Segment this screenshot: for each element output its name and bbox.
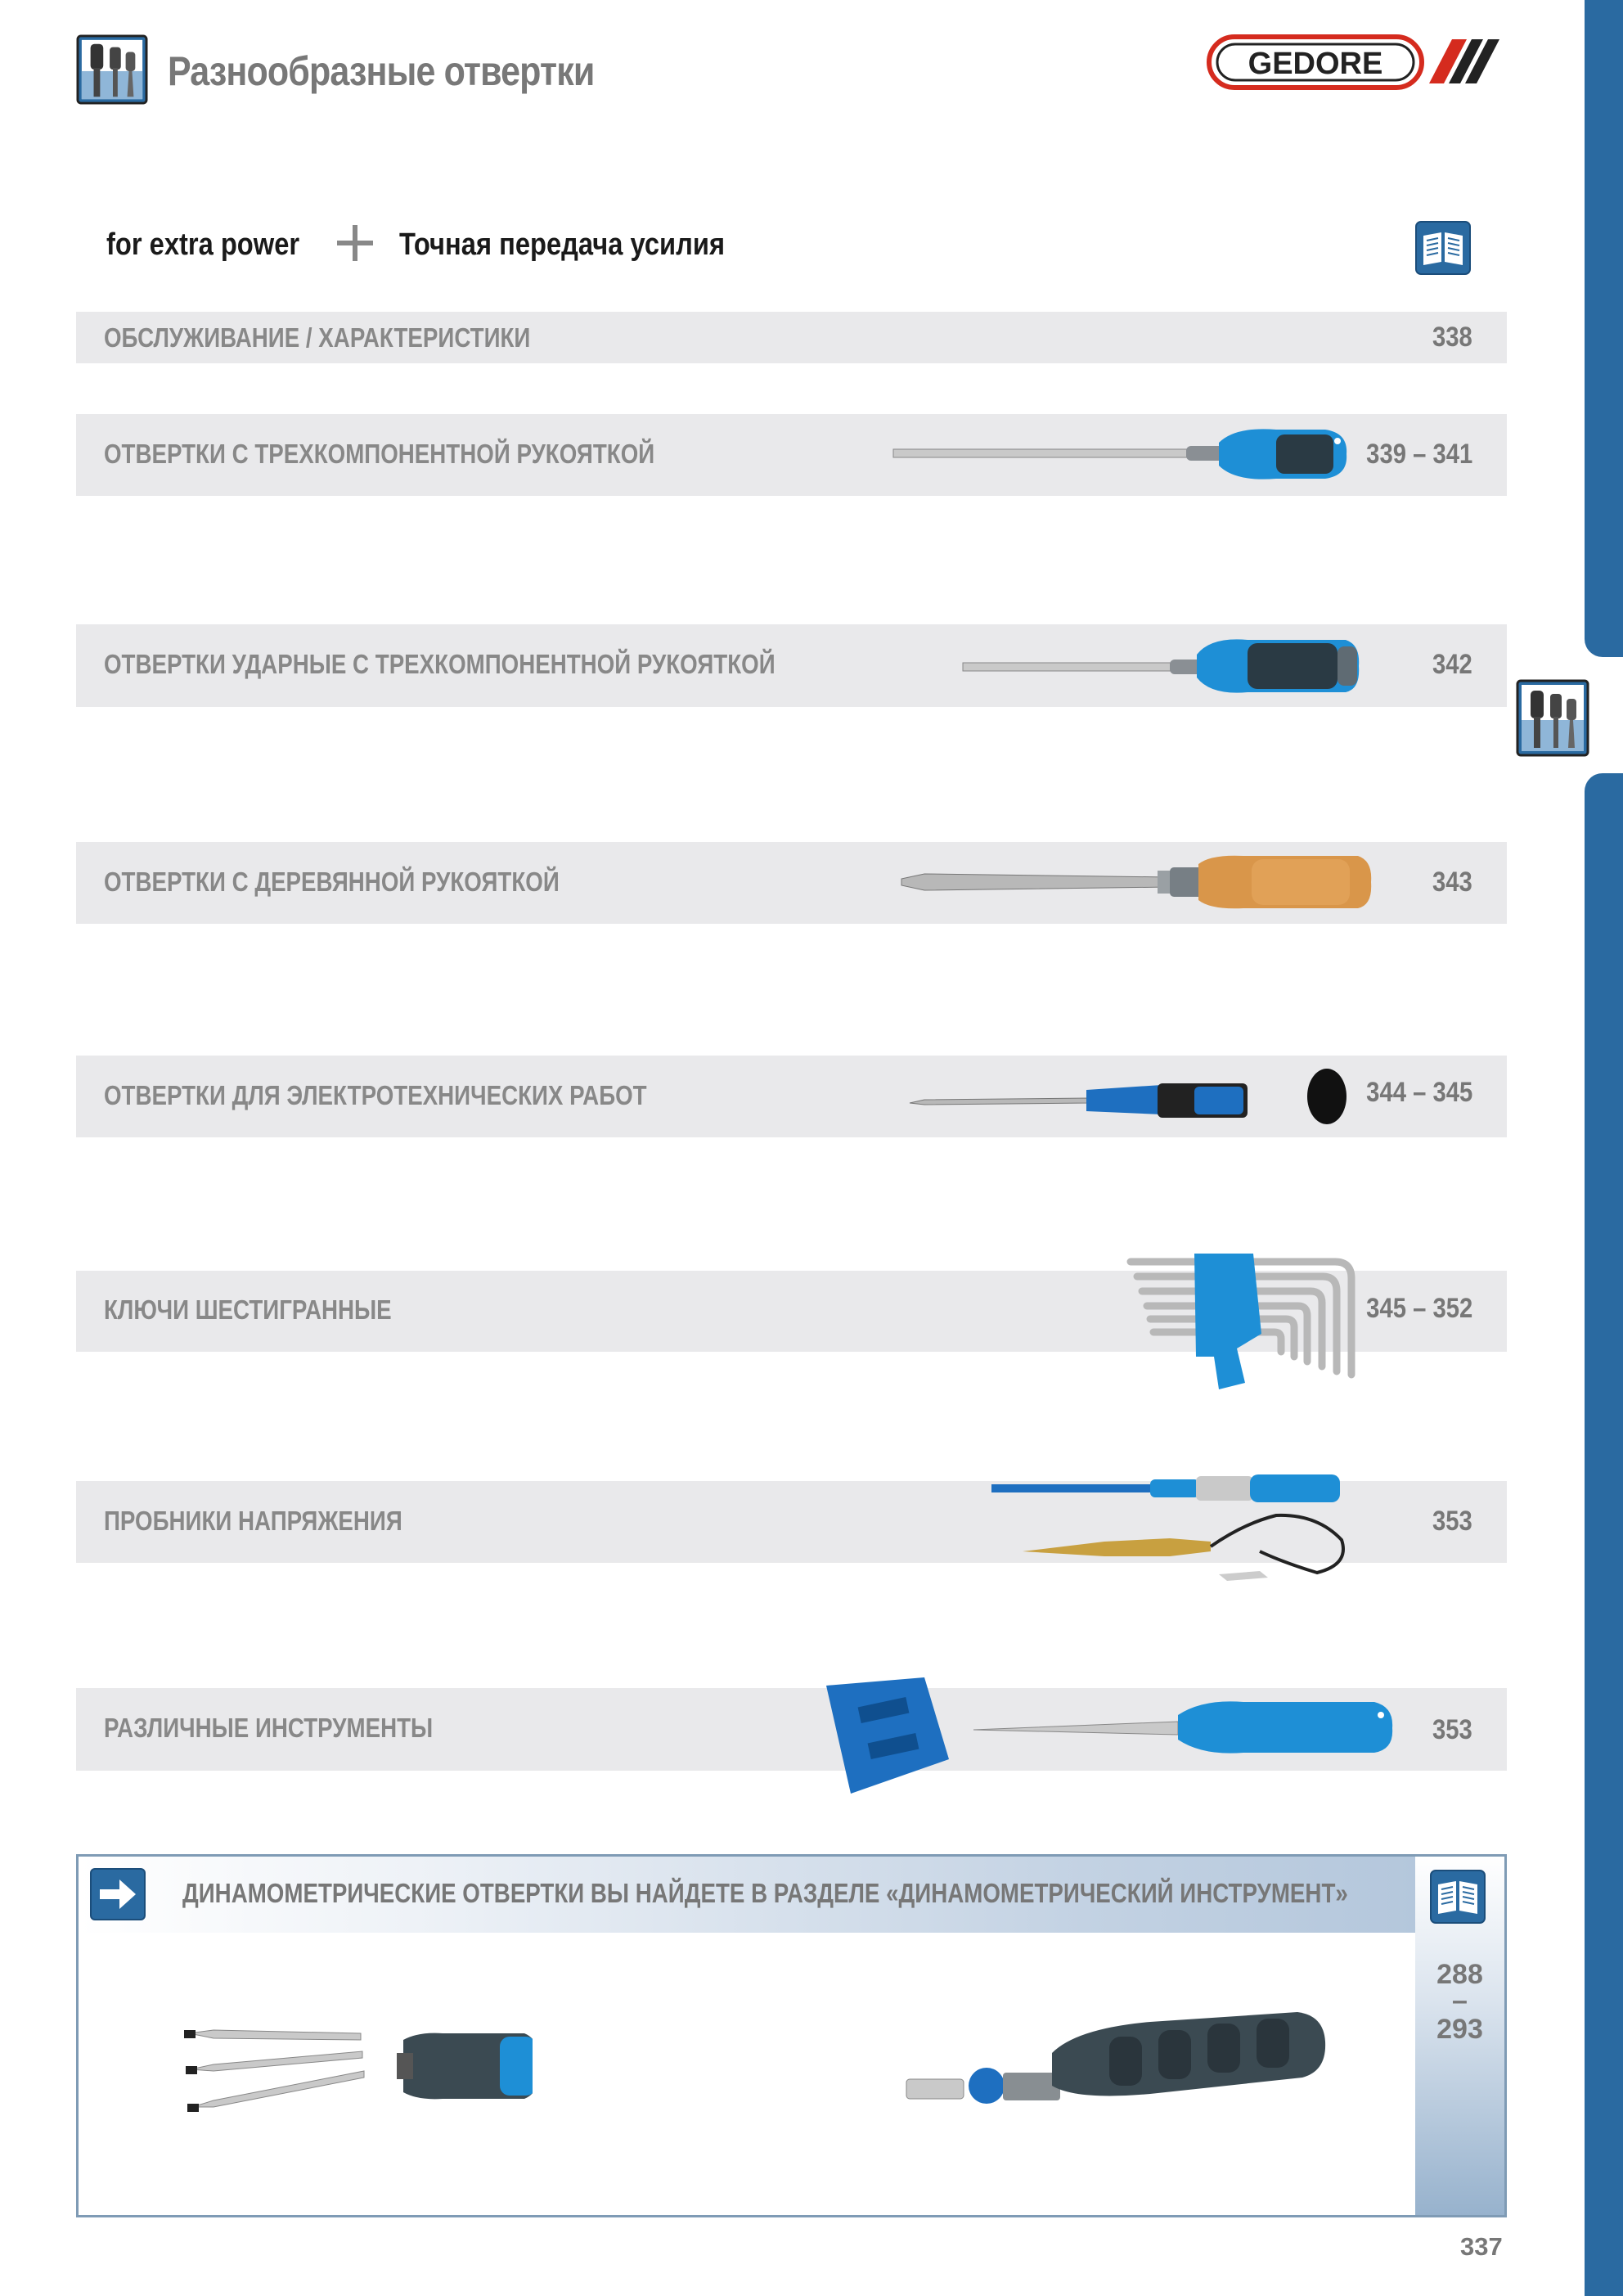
chapter-tab-top (1585, 0, 1623, 657)
category-pages: 342 (1432, 649, 1472, 680)
notice-page-to: 293 (1436, 2014, 1483, 2045)
category-label: КЛЮЧИ ШЕСТИГРАННЫЕ (104, 1294, 392, 1325)
wooden-screwdriver-image (900, 849, 1374, 915)
category-label: ПРОБНИКИ НАПРЯЖЕНИЯ (104, 1506, 402, 1536)
gedore-logo (1207, 33, 1505, 93)
slogan-power: for extra power (106, 227, 300, 262)
category-row[interactable] (76, 312, 1507, 363)
torque-screwdriver-notice (76, 1854, 1507, 2217)
svg-text:GEDORE: GEDORE (1248, 47, 1383, 81)
category-label: ОТВЕРТКИ ДЛЯ ЭЛЕКТРОТЕХНИЧЕСКИХ РАБОТ (104, 1080, 647, 1110)
notice-page-from: 288 (1436, 1959, 1483, 1990)
category-pages: 353 (1432, 1714, 1472, 1745)
category-label: РАЗЛИЧНЫЕ ИНСТРУМЕНТЫ (104, 1713, 434, 1743)
book-icon[interactable] (1415, 221, 1471, 275)
category-label: ОТВЕРТКИ УДАРНЫЕ С ТРЕХКОМПОНЕНТНОЙ РУКОЯТКОЙ (104, 649, 776, 679)
torque-handle-image (905, 2004, 1330, 2127)
category-label: ОТВЕРТКИ С ТРЕХКОМПОНЕНТНОЙ РУКОЯТКОЙ (104, 439, 655, 469)
hex-key-set-image (1122, 1252, 1384, 1391)
magnetizer-and-awl-image (818, 1669, 1399, 1800)
category-pages: 345 – 352 (1365, 1293, 1472, 1324)
page-title: Разнообразные отвертки (168, 48, 595, 94)
screwdriver-image (892, 421, 1350, 487)
category-pages: 339 – 341 (1365, 439, 1472, 470)
category-pages: 344 – 345 (1365, 1077, 1472, 1108)
torque-screwdriver-set-image (181, 2012, 533, 2127)
screwdrivers-icon[interactable] (1516, 679, 1589, 757)
notice-pages (1415, 1857, 1504, 2215)
impact-screwdriver-image (961, 632, 1362, 699)
slogan-precision: Точная передача усилия (399, 227, 726, 262)
chapter-tab-bottom (1585, 773, 1623, 2296)
book-icon[interactable] (1430, 1870, 1486, 1924)
category-pages: 353 (1432, 1506, 1472, 1537)
category-label: ОТВЕРТКИ С ДЕРЕВЯННОЙ РУКОЯТКОЙ (104, 867, 560, 897)
notice-band (79, 1857, 1418, 1933)
notice-text: ДИНАМОМЕТРИЧЕСКИЕ ОТВЕРТКИ ВЫ НАЙДЕТЕ В РАЗДЕЛЕ «ДИНАМОМЕТРИЧЕСКИЙ ИНСТРУМЕНТ» (182, 1878, 1348, 1908)
arrow-right-icon[interactable] (90, 1868, 146, 1920)
voltage-tester-image (990, 1466, 1382, 1587)
electrician-screwdriver-image (908, 1065, 1350, 1126)
page-number: 337 (1460, 2232, 1503, 2261)
screwdrivers-icon (76, 34, 148, 105)
category-pages: 343 (1432, 867, 1472, 898)
plus-icon (335, 223, 375, 263)
category-label: ОБСЛУЖИВАНИЕ / ХАРАКТЕРИСТИКИ (104, 322, 531, 353)
notice-page-dash: – (1452, 1985, 1468, 2016)
category-pages: 338 (1432, 322, 1472, 353)
